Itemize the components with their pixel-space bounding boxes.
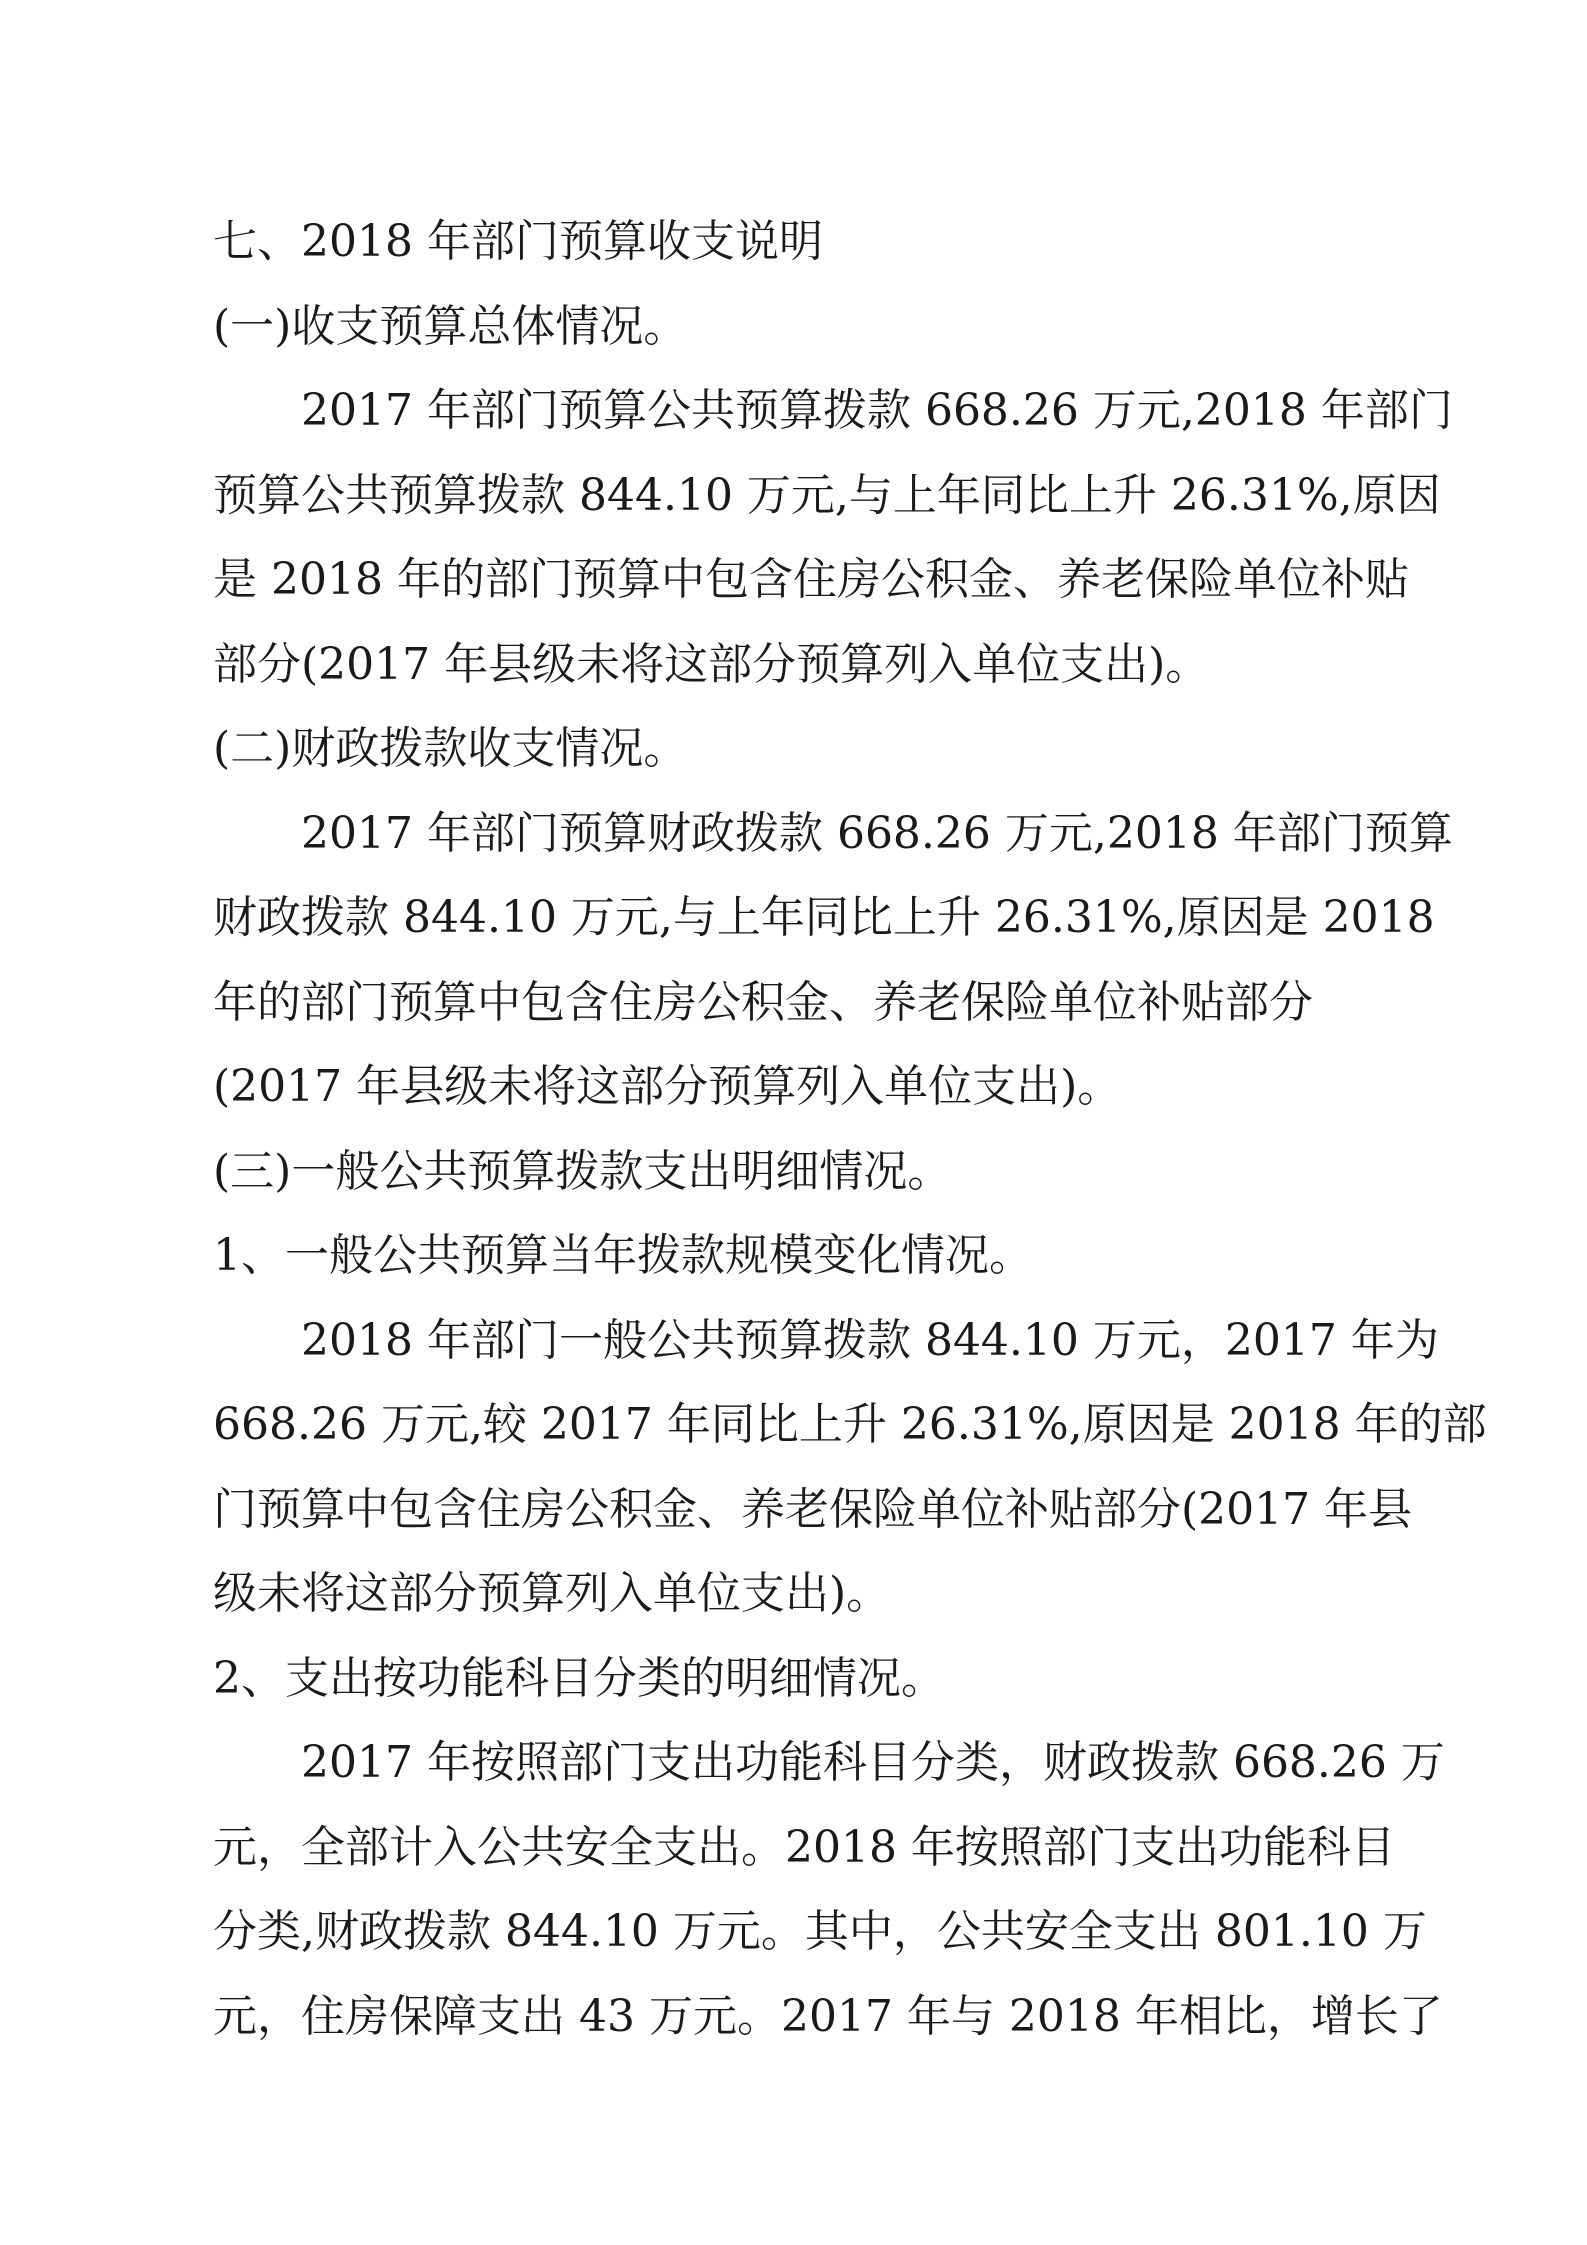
paragraph-line: 预算公共预算拨款 844.10 万元,与上年同比上升 26.31%,原因	[213, 469, 1441, 521]
subsection-heading: (一)收支预算总体情况。	[213, 300, 688, 352]
paragraph-line: 财政拨款 844.10 万元,与上年同比上升 26.31%,原因是 2018	[213, 892, 1435, 943]
item-heading: 1、一般公共预算当年拨款规模变化情况。	[213, 1230, 1033, 1281]
paragraph-line: (2017 年县级未将这部分预算列入单位支出)。	[213, 1061, 1122, 1112]
paragraph-line: 级未将这部分预算列入单位支出)。	[213, 1568, 891, 1619]
paragraph-line: 元，全部计入公共安全支出。2018 年按照部门支出功能科目	[213, 1821, 1395, 1873]
paragraph-line: 年的部门预算中包含住房公积金、养老保险单位补贴部分	[213, 976, 1313, 1028]
section-heading: 七、2018 年部门预算收支说明	[213, 216, 823, 267]
paragraph-line: 是 2018 年的部门预算中包含住房公积金、养老保险单位补贴	[213, 554, 1409, 605]
item-heading: 2、支出按功能科目分类的明细情况。	[213, 1652, 945, 1704]
paragraph-line: 2017 年部门预算财政拨款 668.26 万元,2018 年部门预算	[301, 807, 1453, 859]
document-page	[213, 200, 1487, 2059]
paragraph-line: 元，住房保障支出 43 万元。2017 年与 2018 年相比，增长了	[213, 1990, 1443, 2042]
paragraph-line: 2017 年按照部门支出功能科目分类，财政拨款 668.26 万	[301, 1737, 1445, 1788]
paragraph-line: 部分(2017 年县级未将这部分预算列入单位支出)。	[213, 638, 1210, 690]
paragraph-line: 门预算中包含住房公积金、养老保险单位补贴部分(2017 年县	[213, 1483, 1413, 1535]
paragraph-line: 分类,财政拨款 844.10 万元。其中，公共安全支出 801.10 万	[213, 1906, 1427, 1957]
paragraph-line: 2017 年部门预算公共预算拨款 668.26 万元,2018 年部门	[301, 385, 1453, 436]
paragraph-line: 2018 年部门一般公共预算拨款 844.10 万元，2017 年为	[301, 1314, 1439, 1366]
subsection-heading: (三)一般公共预算拨款支出明细情况。	[213, 1145, 952, 1197]
paragraph-line: 668.26 万元,较 2017 年同比上升 26.31%,原因是 2018 年的部	[213, 1399, 1487, 1450]
subsection-heading: (二)财政拨款收支情况。	[213, 723, 688, 774]
